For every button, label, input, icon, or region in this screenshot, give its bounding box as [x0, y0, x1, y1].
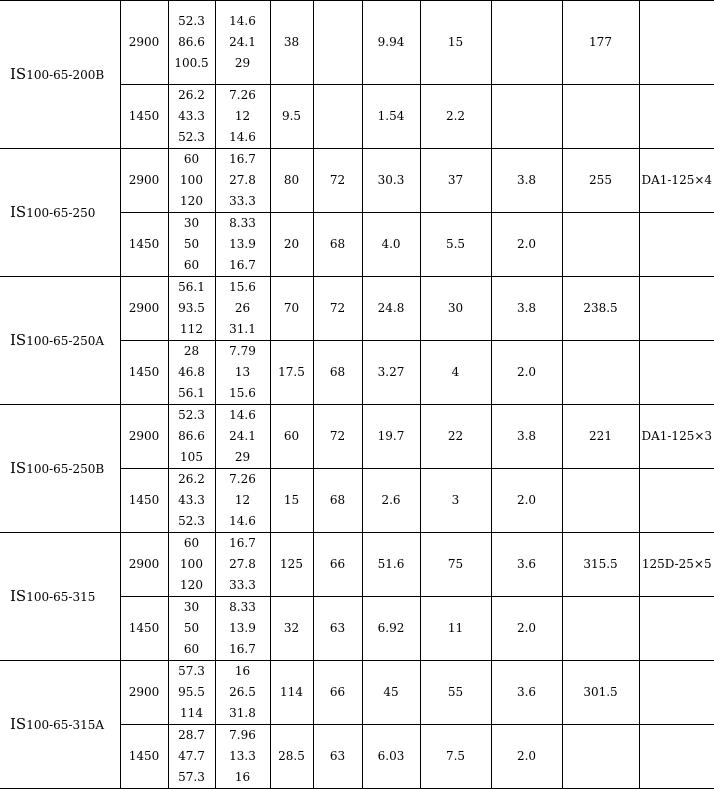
- value-cell-col7: 37: [420, 149, 491, 213]
- flow-value: 50: [183, 621, 200, 635]
- value-cell-col6: 51.6: [362, 533, 420, 597]
- flow-value: 56.1: [178, 280, 205, 294]
- head-cell: [215, 661, 270, 725]
- value-cell-col4: 38: [270, 1, 313, 85]
- head-value: 13: [234, 365, 251, 379]
- flow-cell: [168, 277, 215, 341]
- value-cell-col4: 114: [270, 661, 313, 725]
- value-cell-col9: 221: [562, 405, 639, 469]
- flow-value: 112: [180, 322, 203, 336]
- flow-value: 100: [180, 173, 203, 187]
- head-value: 7.26: [229, 472, 256, 486]
- head-value: 14.6: [229, 14, 256, 28]
- value-cell-col8: 3.8: [491, 405, 562, 469]
- head-cell: [215, 597, 270, 661]
- speed-cell: 1450: [120, 341, 168, 405]
- value-cell-col4: 80: [270, 149, 313, 213]
- head-value: 16.7: [229, 152, 256, 166]
- flow-cell: [168, 533, 215, 597]
- value-cell-col9: [562, 725, 639, 789]
- flow-value: 28: [183, 344, 200, 358]
- value-cell-col5: 68: [313, 341, 362, 405]
- value-cell-col7: 2.2: [420, 85, 491, 149]
- head-value: 16: [234, 770, 251, 784]
- head-value: 16.7: [229, 642, 256, 656]
- value-cell-col7: 22: [420, 405, 491, 469]
- flow-cell: [168, 597, 215, 661]
- head-value: 15.6: [229, 280, 256, 294]
- flow-cell: [168, 405, 215, 469]
- flow-value: 114: [180, 706, 203, 720]
- value-cell-col4: 17.5: [270, 341, 313, 405]
- value-cell-col5: 63: [313, 725, 362, 789]
- head-cell: [215, 405, 270, 469]
- flow-value: 43.3: [178, 109, 205, 123]
- model-prefix: IS: [10, 458, 27, 477]
- speed-cell: 1450: [120, 597, 168, 661]
- value-cell-col7: 4: [420, 341, 491, 405]
- value-cell-col6: 6.03: [362, 725, 420, 789]
- model-cell: [0, 533, 120, 661]
- head-value: 7.96: [229, 728, 256, 742]
- speed-cell: 2900: [120, 405, 168, 469]
- speed-cell: 1450: [120, 85, 168, 149]
- table-row: [0, 149, 714, 213]
- flow-cell: [168, 1, 215, 85]
- model-prefix: IS: [10, 586, 27, 605]
- value-cell-col6: 3.27: [362, 341, 420, 405]
- table-row: [0, 405, 714, 469]
- model-code: 100-65-250: [26, 205, 96, 220]
- value-cell-col6: 6.92: [362, 597, 420, 661]
- flow-value: 28.7: [178, 728, 205, 742]
- head-value: 33.3: [229, 578, 256, 592]
- flow-value: 100.5: [174, 56, 209, 70]
- speed-cell: 2900: [120, 1, 168, 85]
- flow-value: 26.2: [178, 472, 205, 486]
- head-cell: [215, 85, 270, 149]
- model-cell: [0, 1, 120, 149]
- head-value: 13.3: [229, 749, 256, 763]
- head-cell: [215, 1, 270, 85]
- value-cell-col5: [313, 1, 362, 85]
- value-cell-col10: [639, 85, 714, 149]
- value-cell-col9: 238.5: [562, 277, 639, 341]
- speed-cell: 1450: [120, 213, 168, 277]
- flow-cell: [168, 341, 215, 405]
- flow-value: 57.3: [178, 664, 205, 678]
- value-cell-col9: [562, 213, 639, 277]
- flow-value: 52.3: [178, 408, 205, 422]
- flow-value: 100: [180, 557, 203, 571]
- head-value: 16.7: [229, 258, 256, 272]
- table-row: [0, 661, 714, 725]
- head-value: 16: [234, 664, 251, 678]
- flow-value: 93.5: [178, 301, 205, 315]
- flow-value: 46.8: [178, 365, 205, 379]
- value-cell-col9: [562, 85, 639, 149]
- value-cell-col6: 1.54: [362, 85, 420, 149]
- head-value: 27.8: [229, 557, 256, 571]
- head-cell: [215, 725, 270, 789]
- value-cell-col9: 315.5: [562, 533, 639, 597]
- flow-value: 52.3: [178, 514, 205, 528]
- head-value: 7.79: [229, 344, 256, 358]
- head-value: 29: [234, 56, 251, 70]
- value-cell-col5: [313, 85, 362, 149]
- value-cell-col6: 2.6: [362, 469, 420, 533]
- flow-cell: [168, 85, 215, 149]
- value-cell-col10: [639, 725, 714, 789]
- value-cell-col8: [491, 85, 562, 149]
- head-value: 14.6: [229, 514, 256, 528]
- flow-cell: [168, 661, 215, 725]
- head-value: 8.33: [229, 216, 256, 230]
- flow-value: 60: [183, 258, 200, 272]
- value-cell-col10: 125D-25×5: [639, 533, 714, 597]
- value-cell-col10: [639, 341, 714, 405]
- value-cell-col8: 2.0: [491, 213, 562, 277]
- head-cell: [215, 149, 270, 213]
- flow-value: 105: [180, 450, 203, 464]
- flow-value: 56.1: [178, 386, 205, 400]
- head-cell: [215, 533, 270, 597]
- model-cell: [0, 661, 120, 789]
- head-value: 13.9: [229, 237, 256, 251]
- flow-value: 26.2: [178, 88, 205, 102]
- head-value: 29: [234, 450, 251, 464]
- model-code: 100-65-315A: [26, 717, 105, 732]
- value-cell-col8: [491, 1, 562, 85]
- flow-value: 120: [180, 194, 203, 208]
- model-prefix: IS: [10, 330, 27, 349]
- model-code: 100-65-315: [26, 589, 96, 604]
- value-cell-col4: 32: [270, 597, 313, 661]
- flow-value: 86.6: [178, 429, 205, 443]
- speed-cell: 2900: [120, 533, 168, 597]
- value-cell-col10: [639, 277, 714, 341]
- table-row: [0, 277, 714, 341]
- table-body: [0, 1, 714, 789]
- speed-cell: 1450: [120, 725, 168, 789]
- table-row: [0, 533, 714, 597]
- flow-value: 43.3: [178, 493, 205, 507]
- value-cell-col7: 7.5: [420, 725, 491, 789]
- head-cell: [215, 277, 270, 341]
- value-cell-col8: 2.0: [491, 341, 562, 405]
- value-cell-col9: [562, 341, 639, 405]
- value-cell-col5: 68: [313, 213, 362, 277]
- value-cell-col10: [639, 469, 714, 533]
- value-cell-col8: 3.6: [491, 661, 562, 725]
- value-cell-col10: DA1-125×3: [639, 405, 714, 469]
- value-cell-col5: 68: [313, 469, 362, 533]
- head-value: 12: [234, 109, 251, 123]
- value-cell-col10: [639, 597, 714, 661]
- value-cell-col5: 66: [313, 533, 362, 597]
- flow-cell: [168, 469, 215, 533]
- value-cell-col6: 4.0: [362, 213, 420, 277]
- model-prefix: IS: [10, 64, 27, 83]
- value-cell-col7: 5.5: [420, 213, 491, 277]
- head-cell: [215, 469, 270, 533]
- model-prefix: IS: [10, 714, 27, 733]
- head-value: 31.8: [229, 706, 256, 720]
- value-cell-col6: 30.3: [362, 149, 420, 213]
- head-value: 14.6: [229, 408, 256, 422]
- head-value: 13.9: [229, 621, 256, 635]
- head-value: 26: [234, 301, 251, 315]
- value-cell-col6: 19.7: [362, 405, 420, 469]
- value-cell-col6: 24.8: [362, 277, 420, 341]
- value-cell-col9: [562, 597, 639, 661]
- flow-value: 60: [183, 152, 200, 166]
- flow-value: 52.3: [178, 14, 205, 28]
- value-cell-col5: 63: [313, 597, 362, 661]
- value-cell-col5: 66: [313, 661, 362, 725]
- value-cell-col7: 11: [420, 597, 491, 661]
- flow-value: 60: [183, 536, 200, 550]
- speed-cell: 2900: [120, 277, 168, 341]
- value-cell-col4: 60: [270, 405, 313, 469]
- model-cell: [0, 149, 120, 277]
- value-cell-col4: 15: [270, 469, 313, 533]
- flow-cell: [168, 725, 215, 789]
- value-cell-col7: 30: [420, 277, 491, 341]
- head-value: 7.26: [229, 88, 256, 102]
- table-row: [0, 1, 714, 85]
- flow-value: 57.3: [178, 770, 205, 784]
- value-cell-col8: 3.8: [491, 277, 562, 341]
- value-cell-col9: 301.5: [562, 661, 639, 725]
- value-cell-col10: [639, 1, 714, 85]
- value-cell-col5: 72: [313, 149, 362, 213]
- flow-cell: [168, 213, 215, 277]
- speed-cell: 2900: [120, 661, 168, 725]
- flow-value: 95.5: [178, 685, 205, 699]
- value-cell-col4: 20: [270, 213, 313, 277]
- flow-value: 47.7: [178, 749, 205, 763]
- value-cell-col9: 255: [562, 149, 639, 213]
- flow-value: 30: [183, 216, 200, 230]
- value-cell-col8: 2.0: [491, 725, 562, 789]
- head-value: 31.1: [229, 322, 256, 336]
- value-cell-col6: 9.94: [362, 1, 420, 85]
- head-value: 14.6: [229, 130, 256, 144]
- flow-value: 86.6: [178, 35, 205, 49]
- value-cell-col7: 75: [420, 533, 491, 597]
- head-value: 26.5: [229, 685, 256, 699]
- head-cell: [215, 213, 270, 277]
- value-cell-col5: 72: [313, 405, 362, 469]
- value-cell-col8: 2.0: [491, 469, 562, 533]
- head-value: 8.33: [229, 600, 256, 614]
- value-cell-col7: 15: [420, 1, 491, 85]
- model-prefix: IS: [10, 202, 27, 221]
- model-code: 100-65-250B: [26, 461, 105, 476]
- head-value: 12: [234, 493, 251, 507]
- flow-value: 52.3: [178, 130, 205, 144]
- head-cell: [215, 341, 270, 405]
- value-cell-col7: 55: [420, 661, 491, 725]
- value-cell-col8: 3.8: [491, 149, 562, 213]
- value-cell-col7: 3: [420, 469, 491, 533]
- flow-value: 30: [183, 600, 200, 614]
- speed-cell: 1450: [120, 469, 168, 533]
- value-cell-col10: [639, 661, 714, 725]
- value-cell-col4: 28.5: [270, 725, 313, 789]
- model-code: 100-65-200B: [26, 67, 105, 82]
- head-value: 16.7: [229, 536, 256, 550]
- value-cell-col6: 45: [362, 661, 420, 725]
- value-cell-col4: 70: [270, 277, 313, 341]
- head-value: 33.3: [229, 194, 256, 208]
- value-cell-col10: [639, 213, 714, 277]
- flow-value: 60: [183, 642, 200, 656]
- flow-cell: [168, 149, 215, 213]
- value-cell-col8: 2.0: [491, 597, 562, 661]
- value-cell-col8: 3.6: [491, 533, 562, 597]
- model-cell: [0, 405, 120, 533]
- head-value: 24.1: [229, 429, 256, 443]
- value-cell-col9: [562, 469, 639, 533]
- speed-cell: 2900: [120, 149, 168, 213]
- flow-value: 120: [180, 578, 203, 592]
- model-code: 100-65-250A: [26, 333, 105, 348]
- value-cell-col4: 125: [270, 533, 313, 597]
- head-value: 15.6: [229, 386, 256, 400]
- head-value: 27.8: [229, 173, 256, 187]
- value-cell-col5: 72: [313, 277, 362, 341]
- model-cell: [0, 277, 120, 405]
- value-cell-col10: DA1-125×4: [639, 149, 714, 213]
- value-cell-col9: 177: [562, 1, 639, 85]
- head-value: 24.1: [229, 35, 256, 49]
- value-cell-col4: 9.5: [270, 85, 313, 149]
- flow-value: 50: [183, 237, 200, 251]
